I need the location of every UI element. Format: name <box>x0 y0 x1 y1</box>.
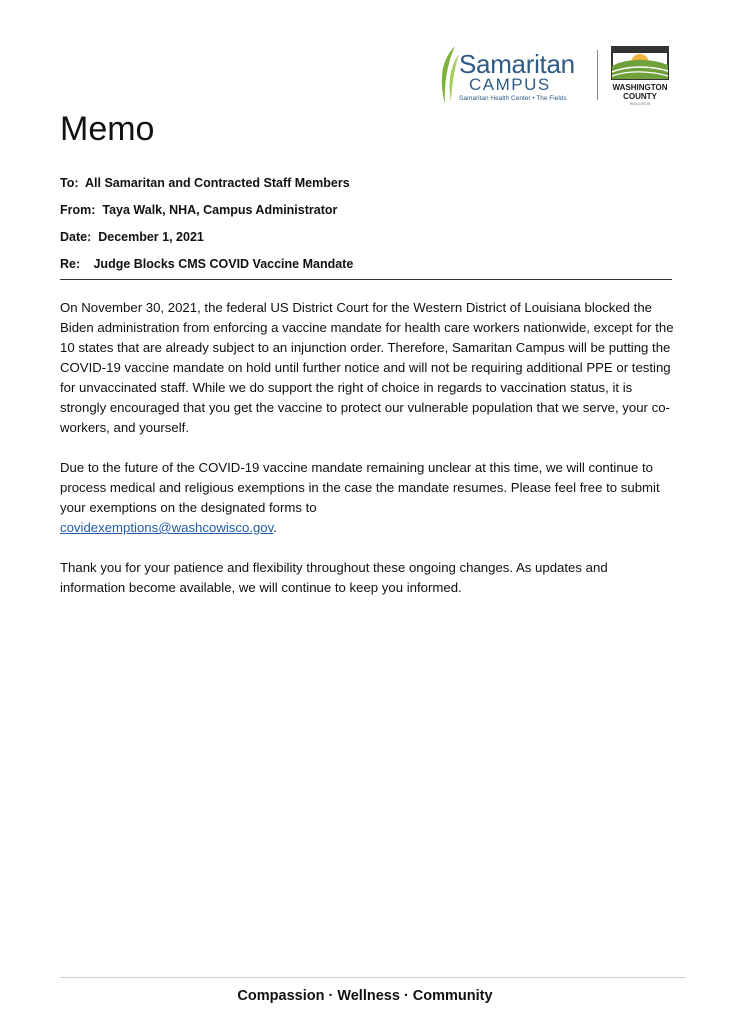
footer-divider <box>60 977 686 978</box>
to-field <box>60 176 353 203</box>
header-divider <box>60 279 672 280</box>
from-value: Taya Walk, NHA, Campus Administrator <box>102 203 338 217</box>
date-value: December 1, 2021 <box>98 230 204 244</box>
washington-county-name: WASHINGTON COUNTY <box>612 83 668 101</box>
date-label: Date: <box>60 230 92 244</box>
samaritan-logo-campus: CAMPUS <box>469 75 551 94</box>
body-paragraph-2 <box>60 458 676 538</box>
leaf-icon <box>435 44 461 106</box>
memo-body <box>60 298 676 618</box>
to-label: To: <box>60 176 79 190</box>
header-logos <box>435 44 680 108</box>
county-landscape-icon <box>611 46 669 80</box>
memo-title: Memo <box>60 110 155 148</box>
email-period: . <box>273 520 277 535</box>
exemption-email-link[interactable]: covidexemptions@washcowisco.gov <box>60 520 274 535</box>
re-value: Judge Blocks CMS COVID Vaccine Mandate <box>93 257 354 271</box>
from-label: From: <box>60 203 96 217</box>
samaritan-logo-tagline: Samaritan Health Center • The Fields <box>459 95 567 102</box>
footer-motto: Compassion · Wellness · Community <box>237 988 493 1004</box>
body-paragraph-1: On November 30, 2021, the federal US District Court for the Western District of Louisiana blocked the Biden administration from enforcing a vaccine mandate for health care workers nationwide, except for the 10 states that are already subject to an injunction order. Therefore, Samaritan Campus will be putting the COVID-19 vaccine mandate on hold until further notice and will not be requiring additional PPE or testing for unvaccinated staff. While we do support the right of choice in regards to vaccination status, it is strongly encouraged that you get the vaccine to protect our vulnerable population that we serve, your co-workers, and yourself. <box>60 300 674 435</box>
from-field <box>60 203 353 230</box>
samaritan-campus-logo <box>435 44 595 108</box>
washington-county-subtext: WISCONSIN <box>629 102 651 106</box>
logo-divider <box>597 50 598 100</box>
memo-header-fields <box>60 176 353 284</box>
washington-county-logo <box>607 44 673 108</box>
to-value: All Samaritan and Contracted Staff Members <box>85 176 350 190</box>
re-label: Re: <box>60 257 81 271</box>
body-paragraph-2-text: Due to the future of the COVID-19 vaccine mandate remaining unclear at this time, we will continue to process medical and religious exemptions in the case the mandate resumes. Please feel free to submit your exemptions on the designated forms to <box>60 460 660 515</box>
body-paragraph-3: Thank you for your patience and flexibility throughout these ongoing changes. As updates and information become available, we will continue to keep you informed. <box>60 560 608 595</box>
samaritan-logo-name: Samaritan <box>459 49 575 79</box>
date-field <box>60 230 353 257</box>
